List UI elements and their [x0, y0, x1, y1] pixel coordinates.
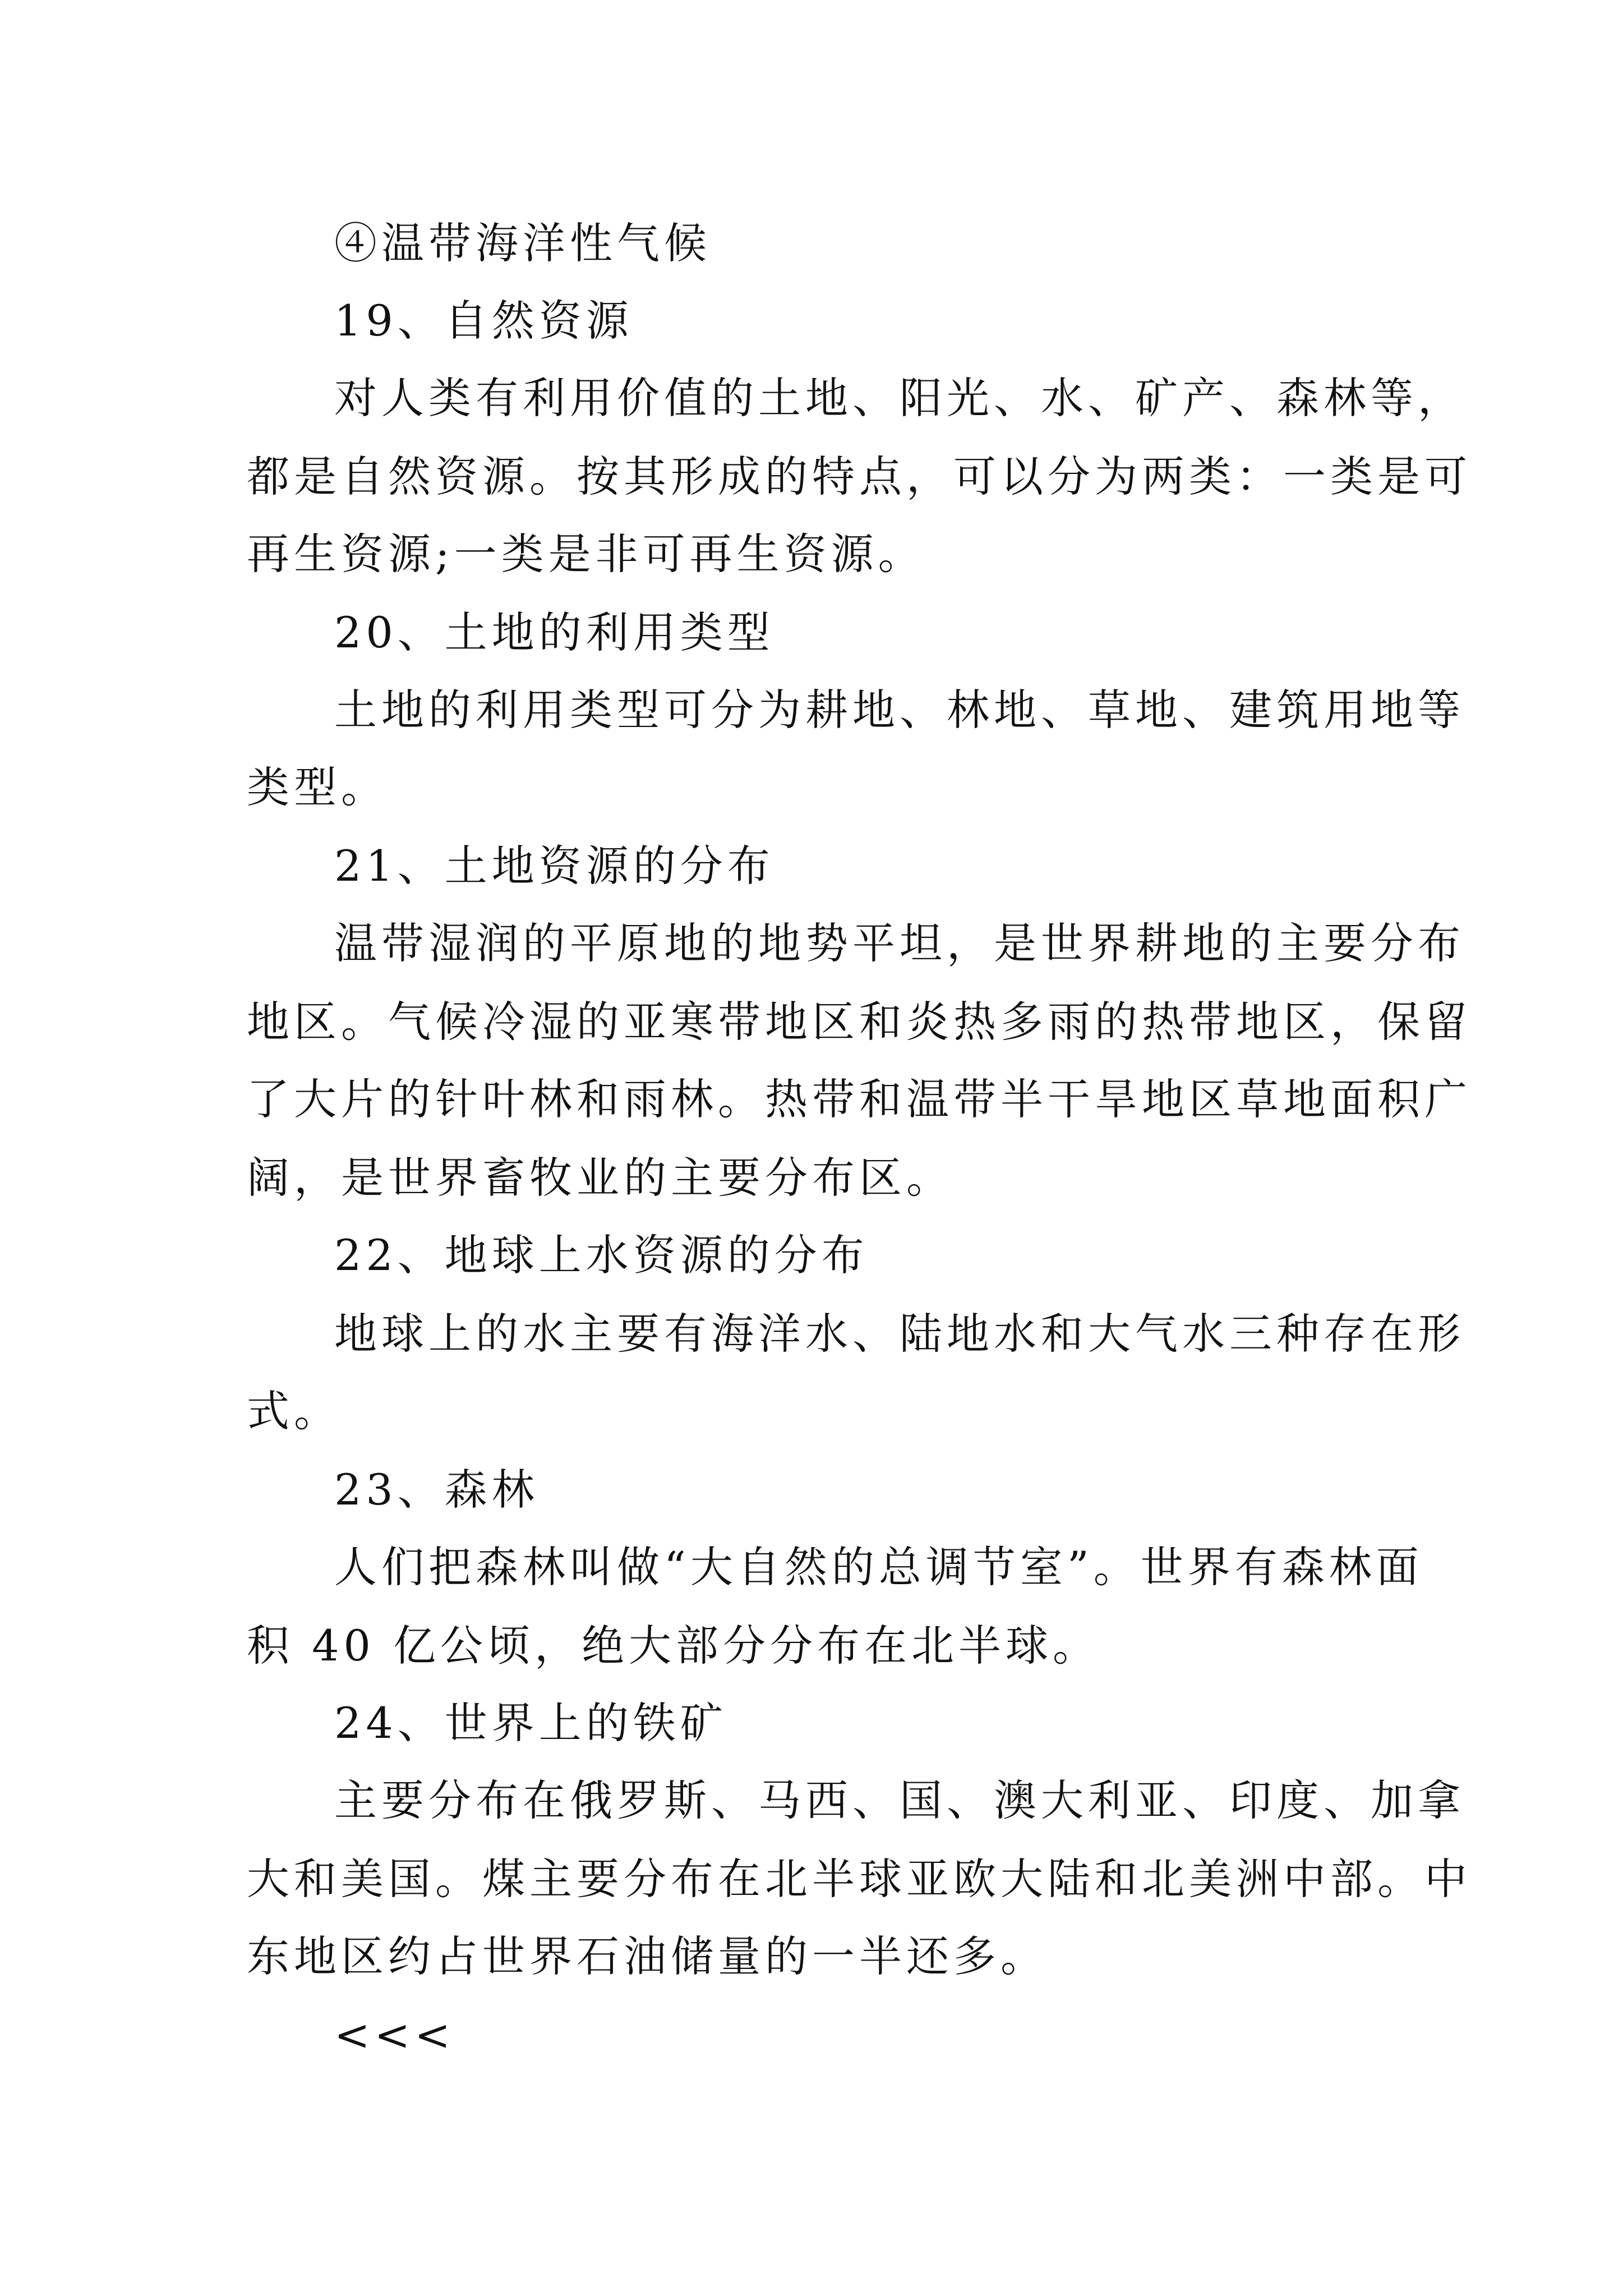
paragraph-line: 了大片的针叶林和雨林。热带和温带半干旱地区草地面积广 [247, 1074, 1472, 1124]
paragraph-line: 都是自然资源。按其形成的特点，可以分为两类：一类是可 [247, 452, 1472, 501]
section-heading-24: 24、世界上的铁矿 [334, 1698, 727, 1748]
paragraph-line: 地球上的水主要有海洋水、陆地水和大气水三种存在形 [334, 1309, 1465, 1359]
list-item-heading: ④温带海洋性气候 [334, 218, 711, 268]
paragraph-line: 地区。气候冷湿的亚寒带地区和炎热多雨的热带地区，保留 [247, 997, 1472, 1047]
section-heading-22: 22、地球上水资源的分布 [334, 1230, 869, 1280]
paragraph-line: 阔，是世界畜牧业的主要分布区。 [247, 1153, 953, 1203]
paragraph-line: 大和美国。煤主要分布在北半球亚欧大陆和北美洲中部。中 [247, 1854, 1472, 1904]
section-heading-19: 19、自然资源 [334, 296, 633, 346]
paragraph-line: 东地区约占世界石油储量的一半还多。 [247, 1931, 1048, 1981]
paragraph-line: 式。 [247, 1386, 341, 1436]
section-heading-21: 21、土地资源的分布 [334, 841, 774, 891]
paragraph-line: 类型。 [247, 762, 388, 812]
paragraph-line: 再生资源;一类是非可再生资源。 [247, 529, 925, 579]
paragraph-line: 土地的利用类型可分为耕地、林地、草地、建筑用地等 [334, 685, 1465, 735]
section-heading-23: 23、森林 [334, 1465, 539, 1515]
paragraph-line: 温带湿润的平原地的地势平坦，是世界耕地的主要分布 [334, 918, 1465, 968]
paragraph-line: 人们把森林叫做“大自然的总调节室”。世界有森林面 [334, 1542, 1423, 1592]
paragraph-line: 积 40 亿公顷，绝大部分分布在北半球。 [247, 1621, 1100, 1671]
paragraph-line: 主要分布在俄罗斯、马西、国、澳大利亚、印度、加拿 [334, 1775, 1465, 1825]
paragraph-line: 对人类有利用价值的土地、阳光、水、矿产、森林等， [334, 373, 1465, 423]
previous-page-marker: <<< [334, 2010, 455, 2060]
section-heading-20: 20、土地的利用类型 [334, 608, 774, 657]
